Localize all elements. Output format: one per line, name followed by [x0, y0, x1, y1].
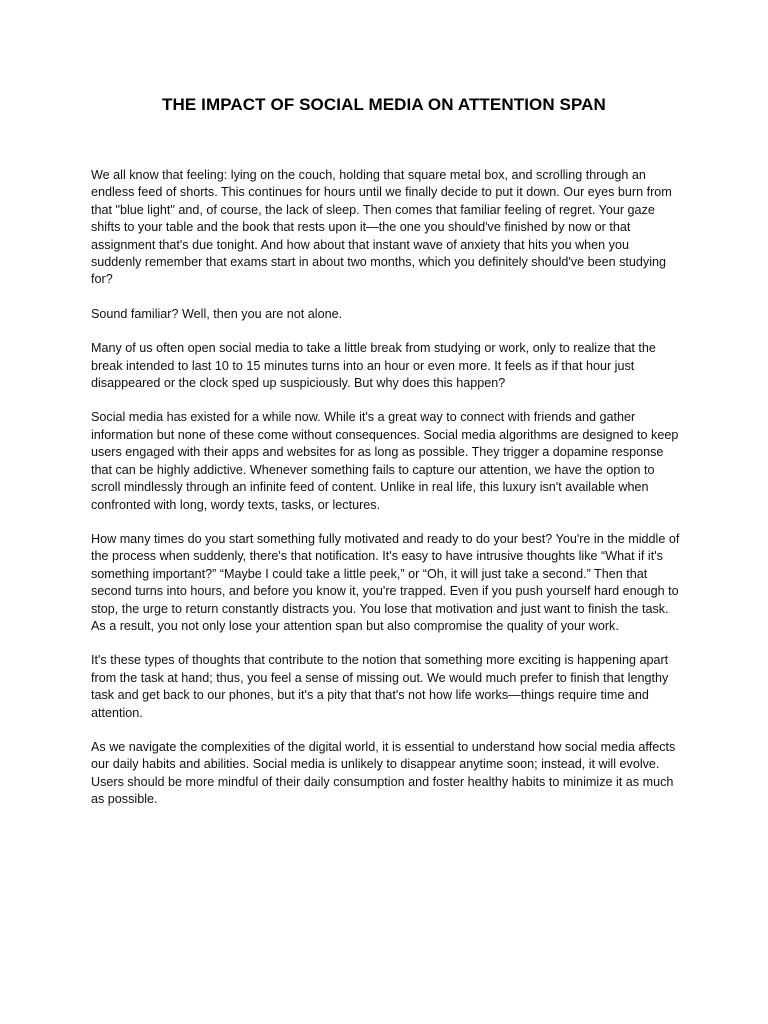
paragraph-2: Sound familiar? Well, then you are not alone. — [91, 306, 343, 321]
paragraph-1: We all know that feeling: lying on the couch, holding that square metal box, and scrolling through an endless feed of shorts. This continues for hours until we finally decide to put it down. Our eyes burn from that "blue light" and, of course, the lack of sleep. Then comes that familiar feeling of regret. Your gaze shifts to your table and the book that rests upon it—the one you should've finished by now or that assignment that's due tonight. And how about that instant wave of anxiety that hits you when you suddenly remember that exams start in about two months, which you definitely should've been studying for? — [91, 168, 672, 287]
paragraph-7: As we navigate the complexities of the digital world, it is essential to understand how social media affects our daily habits and abilities. Social media is unlikely to disappear anytime soon; instead, it will evolve. Users should be more mindful of their daily consumption and foster healthy habits to minimize it as much as possible. — [91, 739, 676, 807]
paragraph-5: How many times do you start something fully motivated and ready to do your best? You're in the middle of the process when suddenly, there's that notification. It's easy to have intrusive thoughts like “What if it's something important?” “Maybe I could take a little peek,” or “Oh, it will just take a second.” Then that second turns into hours, and before you know it, you're trapped. Even if you push yourself hard enough to stop, the urge to return constantly distracts you. You lose that motivation and just want to finish the task. As a result, you not only lose your attention span but also compromise the quality of your work. — [91, 531, 680, 633]
paragraph-4: Social media has existed for a while now. While it's a great way to connect with friends and gather information but none of these come without consequences. Social media algorithms are designed to keep users engaged with their apps and websites for as long as possible. They trigger a dopamine response that can be highly addictive. Whenever something fails to capture our attention, we have the option to scroll mindlessly through an infinite feed of content. Unlike in real life, this luxury isn't available when confronted with long, wordy texts, tasks, or lectures. — [91, 410, 679, 512]
paragraph-3: Many of us often open social media to take a little break from studying or work, only to realize that the break intended to last 10 to 15 minutes turns into an hour or even more. It feels as if that hour just disappeared or the clock sped up suspiciously. But why does this happen? — [91, 341, 656, 391]
paragraph-6: It's these types of thoughts that contribute to the notion that something more exciting is happening apart from the task at hand; thus, you feel a sense of missing out. We would much prefer to finish that lengthy task and get back to our phones, but it's a pity that that's not how life works—things require time and attention. — [91, 653, 669, 720]
document-body — [91, 167, 681, 826]
document-title: THE IMPACT OF SOCIAL MEDIA ON ATTENTION SPAN — [162, 95, 606, 114]
